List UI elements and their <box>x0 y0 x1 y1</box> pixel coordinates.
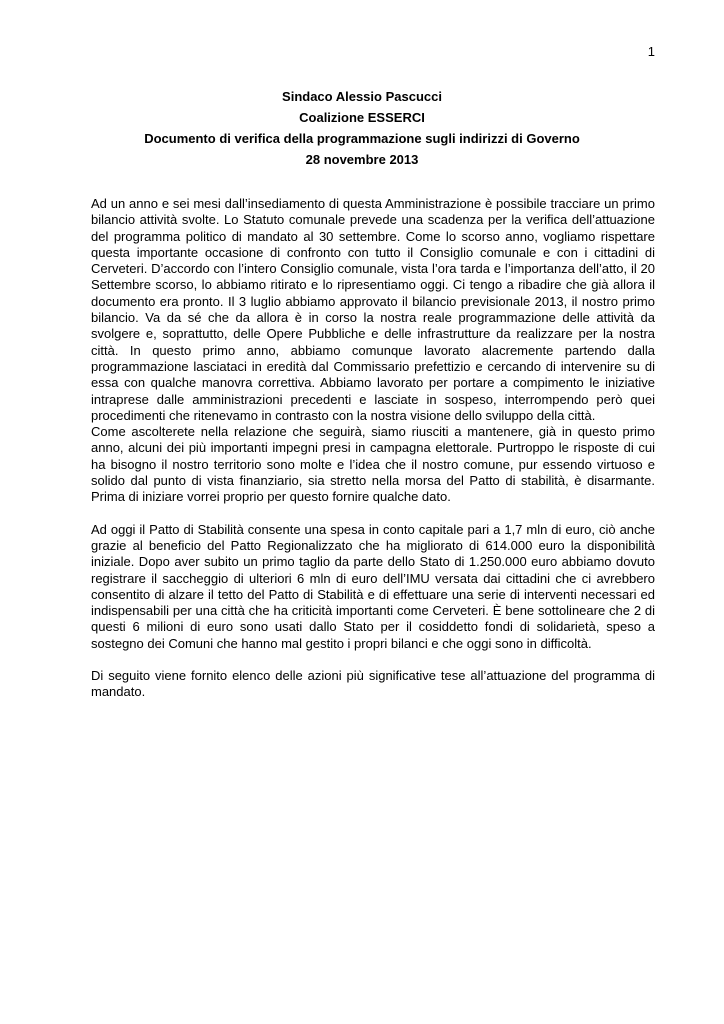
document-body <box>91 196 655 701</box>
paragraph-introduction: Ad un anno e sei mesi dall’insediamento di questa Amministrazione è possibile tracciare un primo bilancio attività svolte. Lo Statuto comunale prevede una scadenza per la verifica dell’attuazione del programma politico di mandato al 30 settembre. Come lo scorso anno, vogliamo rispettare questa importante occasione di confronto con tutto il Consiglio comunale e con i cittadini di Cerveteri. D’accordo con l’intero Consiglio comunale, vista l’ora tarda e l’importanza dell’atto, il 20 Settembre scorso, lo abbiamo ritirato e lo ripresentiamo oggi. Ci tengo a ribadire che già allora il documento era pronto. Il 3 luglio abbiamo approvato il bilancio previsionale 2013, il nostro primo bilancio. Va da sé che da allora è in corso la nostra reale programmazione delle attività da svolgere e, soprattutto, delle Opere Pubbliche e delle infrastrutture da realizzare per la nostra città. In questo primo anno, abbiamo comunque lavorato alacremente partendo dalla programmazione lasciataci in eredità dal Commissario prefettizio e cercando di intervenire su di essa con qualche manovra correttiva. Abbiamo lavorato per portare a compimento le iniziative intraprese dalle amministrazioni precedenti e lasciate in sospeso, interrompendo però quei procedimenti che ritenevamo in contrasto con la nostra visione dello sviluppo della città. <box>91 196 655 423</box>
header-mayor-name: Sindaco Alessio Pascucci <box>282 89 442 104</box>
paragraph-campaign-commitments: Come ascolterete nella relazione che seguirà, siamo riusciti a mantenere, già in questo primo anno, alcuni dei più importanti impegni presi in campagna elettorale. Purtroppo le risposte di cui ha bisogno il nostro territorio sono molte e l’idea che il nostro comune, pur essendo virtuoso e solido dal punto di vista finanziario, sia stretto nella morsa del Patto di stabilità, è disarmante. Prima di iniziare vorrei proprio per questo fornire qualche dato. <box>91 424 655 505</box>
document-header <box>0 86 724 170</box>
header-document-title: Documento di verifica della programmazione sugli indirizzi di Governo <box>144 131 580 146</box>
header-coalition: Coalizione ESSERCI <box>299 110 425 125</box>
page-number: 1 <box>647 44 655 59</box>
paragraph-stability-pact: Ad oggi il Patto di Stabilità consente una spesa in conto capitale pari a 1,7 mln di euro, ciò anche grazie al beneficio del Patto Regionalizzato che ha migliorato di 614.000 euro la disponibilità iniziale. Dopo aver subito un primo taglio da parte dello Stato di 1.250.000 euro abbiamo dovuto registrare il saccheggio di ulteriori 6 mln di euro dell’IMU versata dai cittadini che ci avrebbero consentito di alzare il tetto del Patto di Stabilità e di effettuare una serie di interventi necessari ed indispensabili per una città che ha criticità importanti come Cerveteri. È bene sottolineare che 2 di questi 6 milioni di euro sono usati dallo Stato per il cosiddetto fondi di solidarietà, speso a sostegno dei Comuni che hanno mal gestito i propri bilanci e che oggi sono in difficoltà. <box>91 521 655 651</box>
paragraph-actions-list-intro: Di seguito viene fornito elenco delle azioni più significative tese all’attuazione del programma di mandato. <box>91 668 655 700</box>
header-date: 28 novembre 2013 <box>305 152 419 167</box>
